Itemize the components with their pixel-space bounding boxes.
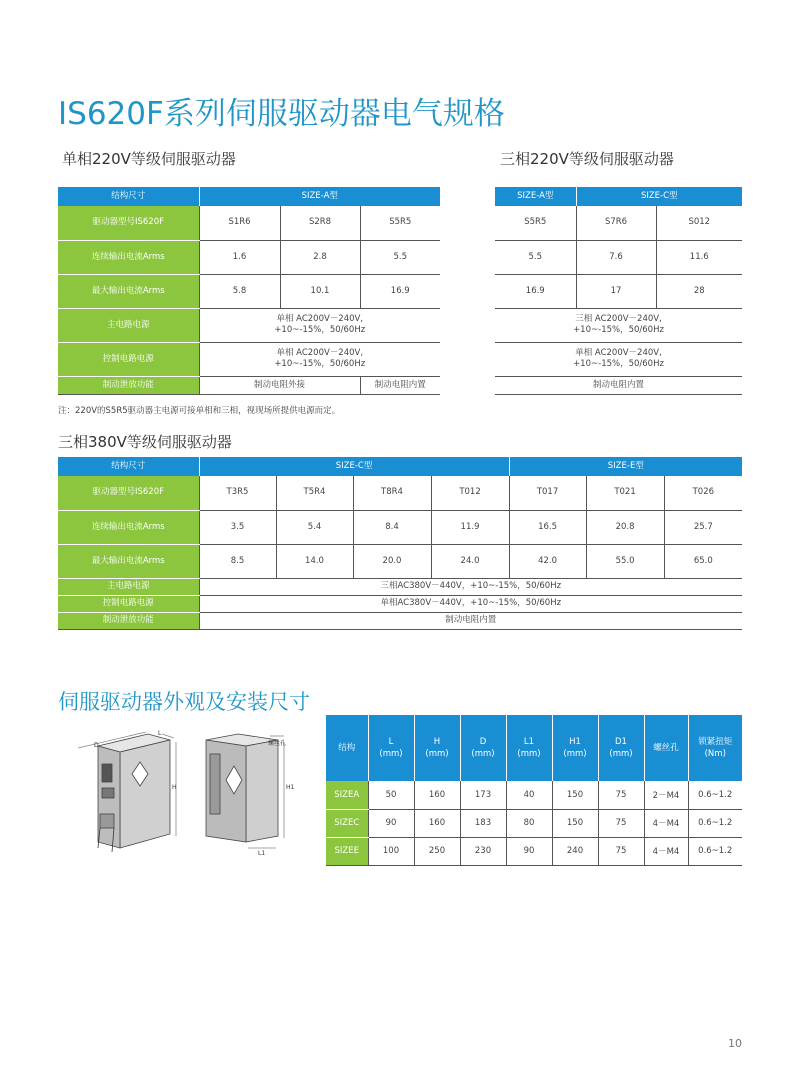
dim-label-h1: H1	[286, 784, 295, 791]
three380-hdr-c: SIZE-C型	[199, 457, 509, 476]
three380-hdr-e: SIZE-E型	[509, 457, 742, 476]
dims-cell: 150	[552, 809, 598, 837]
three380-cell: T026	[664, 476, 742, 510]
dim-label-h: H	[172, 784, 177, 791]
three380-cell: T3R5	[199, 476, 276, 510]
three220-table	[495, 187, 742, 395]
dims-hdr: D1 (mm)	[598, 715, 644, 781]
three380-table	[58, 457, 742, 630]
three380-ctrl-value: 单相AC380V－440V，+10~-15%，50/60Hz	[199, 595, 742, 612]
dims-cell: 250	[414, 837, 460, 865]
three380-cell: 55.0	[586, 544, 664, 578]
dims-cell: 100	[368, 837, 414, 865]
three380-row-label: 最大输出电流Arms	[58, 544, 199, 578]
three220-cell: S5R5	[495, 206, 576, 240]
dims-cell: 80	[506, 809, 552, 837]
dims-cell: 75	[598, 781, 644, 809]
single220-cell: S5R5	[360, 206, 440, 240]
dim-label-l1: L1	[258, 850, 266, 857]
dims-hdr: H (mm)	[414, 715, 460, 781]
single220-main-value-l1: 单相 AC200V－240V,	[276, 314, 364, 324]
dims-cell: 75	[598, 837, 644, 865]
single220-table	[58, 187, 440, 395]
three220-ctrl-value-l1: 单相 AC200V－240V,	[575, 348, 662, 358]
three380-cell: 3.5	[199, 510, 276, 544]
three380-main-label: 主电路电源	[58, 578, 199, 595]
dims-cell: 160	[414, 781, 460, 809]
single220-row-label: 最大输出电流Arms	[58, 274, 199, 308]
dims-table	[326, 715, 742, 866]
single220-cell: 16.9	[360, 274, 440, 308]
three380-cell: 24.0	[431, 544, 509, 578]
three220-cell: 7.6	[576, 240, 656, 274]
single220-note: 注：220V的S5R5驱动器主电源可接单相和三相，视现场所提供电源而定。	[58, 406, 341, 416]
single220-heading: 单相220V等级伺服驱动器	[62, 150, 236, 168]
single220-brake-label: 制动泄放功能	[58, 376, 199, 394]
dims-cell: 150	[552, 781, 598, 809]
three220-cell: S7R6	[576, 206, 656, 240]
single220-cell: S2R8	[280, 206, 360, 240]
dims-hdr: L1 (mm)	[506, 715, 552, 781]
single220-cell: S1R6	[199, 206, 280, 240]
dims-cell: 40	[506, 781, 552, 809]
single220-row-label: 连续输出电流Arms	[58, 240, 199, 274]
single220-main-label: 主电路电源	[58, 308, 199, 342]
dims-cell: 4－M4	[644, 809, 688, 837]
single220-cell: 10.1	[280, 274, 360, 308]
page-number: 10	[728, 1037, 742, 1050]
dims-cell: 75	[598, 809, 644, 837]
dim-label-l: L	[158, 730, 162, 737]
three220-main-value-l2: +10~-15%，50/60Hz	[573, 325, 664, 335]
three380-cell: 5.4	[276, 510, 353, 544]
three380-cell: 11.9	[431, 510, 509, 544]
single220-brake-b: 制动电阻内置	[360, 376, 440, 394]
three380-brake-label: 制动泄放功能	[58, 612, 199, 629]
three220-hdr-c: SIZE-C型	[576, 187, 742, 206]
three220-hdr-a: SIZE-A型	[495, 187, 576, 206]
single220-ctrl-value	[199, 342, 440, 376]
dims-cell: 183	[460, 809, 506, 837]
three220-cell: 17	[576, 274, 656, 308]
three380-cell: T021	[586, 476, 664, 510]
three220-brake: 制动电阻内置	[495, 376, 742, 394]
dims-cell: 0.6~1.2	[688, 781, 742, 809]
single220-hdr-size: SIZE-A型	[199, 187, 440, 206]
dims-cell: 0.6~1.2	[688, 837, 742, 865]
three380-hdr-label: 结构尺寸	[58, 457, 199, 476]
three220-cell: 5.5	[495, 240, 576, 274]
three380-brake-value: 制动电阻内置	[199, 612, 742, 629]
drive-illustration	[58, 724, 320, 864]
dims-cell: 240	[552, 837, 598, 865]
dim-label-d: D	[94, 742, 99, 749]
three380-cell: 14.0	[276, 544, 353, 578]
single220-cell: 5.5	[360, 240, 440, 274]
three380-cell: 20.8	[586, 510, 664, 544]
three380-cell: 65.0	[664, 544, 742, 578]
three380-heading: 三相380V等级伺服驱动器	[58, 433, 232, 451]
three380-cell: 16.5	[509, 510, 586, 544]
single220-hdr-label: 结构尺寸	[58, 187, 199, 206]
three220-main-value-l1: 三相 AC200V－240V,	[575, 314, 662, 324]
dims-row-label: SIZEA	[326, 781, 368, 809]
dims-cell: 4－M4	[644, 837, 688, 865]
three380-cell: 20.0	[353, 544, 431, 578]
three380-cell: T8R4	[353, 476, 431, 510]
dims-hdr: L (mm)	[368, 715, 414, 781]
three220-heading: 三相220V等级伺服驱动器	[500, 150, 674, 168]
three380-main-value: 三相AC380V－440V，+10~-15%，50/60Hz	[199, 578, 742, 595]
three380-row-label: 驱动器型号IS620F	[58, 476, 199, 510]
three380-cell: 8.4	[353, 510, 431, 544]
single220-cell: 5.8	[199, 274, 280, 308]
dims-cell: 173	[460, 781, 506, 809]
dims-hdr: 螺丝孔	[644, 715, 688, 781]
three380-cell: 42.0	[509, 544, 586, 578]
dims-heading: 伺服驱动器外观及安装尺寸	[58, 690, 310, 714]
single220-brake-a: 制动电阻外接	[199, 376, 360, 394]
dims-hdr: 锁紧扭矩 (Nm)	[688, 715, 742, 781]
three380-cell: 8.5	[199, 544, 276, 578]
single220-cell: 1.6	[199, 240, 280, 274]
dims-hdr: D (mm)	[460, 715, 506, 781]
dim-label-screw: 螺丝孔	[268, 740, 287, 747]
three220-main-value	[495, 308, 742, 342]
page-title: IS620F系列伺服驱动器电气规格	[58, 96, 505, 132]
three380-row-label: 连续输出电流Arms	[58, 510, 199, 544]
dims-cell: 0.6~1.2	[688, 809, 742, 837]
single220-main-value-l2: +10~-15%，50/60Hz	[274, 325, 366, 335]
single220-row-label: 驱动器型号IS620F	[58, 206, 199, 240]
three220-ctrl-value	[495, 342, 742, 376]
dims-row-label: SIZEE	[326, 837, 368, 865]
three220-cell: 11.6	[656, 240, 742, 274]
three380-cell: T012	[431, 476, 509, 510]
single220-main-value	[199, 308, 440, 342]
dims-cell: 2－M4	[644, 781, 688, 809]
dims-cell: 160	[414, 809, 460, 837]
three220-cell: S012	[656, 206, 742, 240]
dims-hdr: 结构	[326, 715, 368, 781]
dims-cell: 90	[368, 809, 414, 837]
three220-cell: 16.9	[495, 274, 576, 308]
three220-ctrl-value-l2: +10~-15%，50/60Hz	[573, 359, 664, 369]
three380-cell: T5R4	[276, 476, 353, 510]
dims-cell: 90	[506, 837, 552, 865]
three220-cell: 28	[656, 274, 742, 308]
dims-cell: 50	[368, 781, 414, 809]
three380-cell: 25.7	[664, 510, 742, 544]
single220-ctrl-value-l1: 单相 AC200V－240V,	[276, 348, 364, 358]
three380-cell: T017	[509, 476, 586, 510]
dims-row-label: SIZEC	[326, 809, 368, 837]
dims-cell: 230	[460, 837, 506, 865]
three380-ctrl-label: 控制电路电源	[58, 595, 199, 612]
dims-hdr: H1 (mm)	[552, 715, 598, 781]
single220-ctrl-value-l2: +10~-15%，50/60Hz	[274, 359, 366, 369]
single220-ctrl-label: 控制电路电源	[58, 342, 199, 376]
single220-cell: 2.8	[280, 240, 360, 274]
